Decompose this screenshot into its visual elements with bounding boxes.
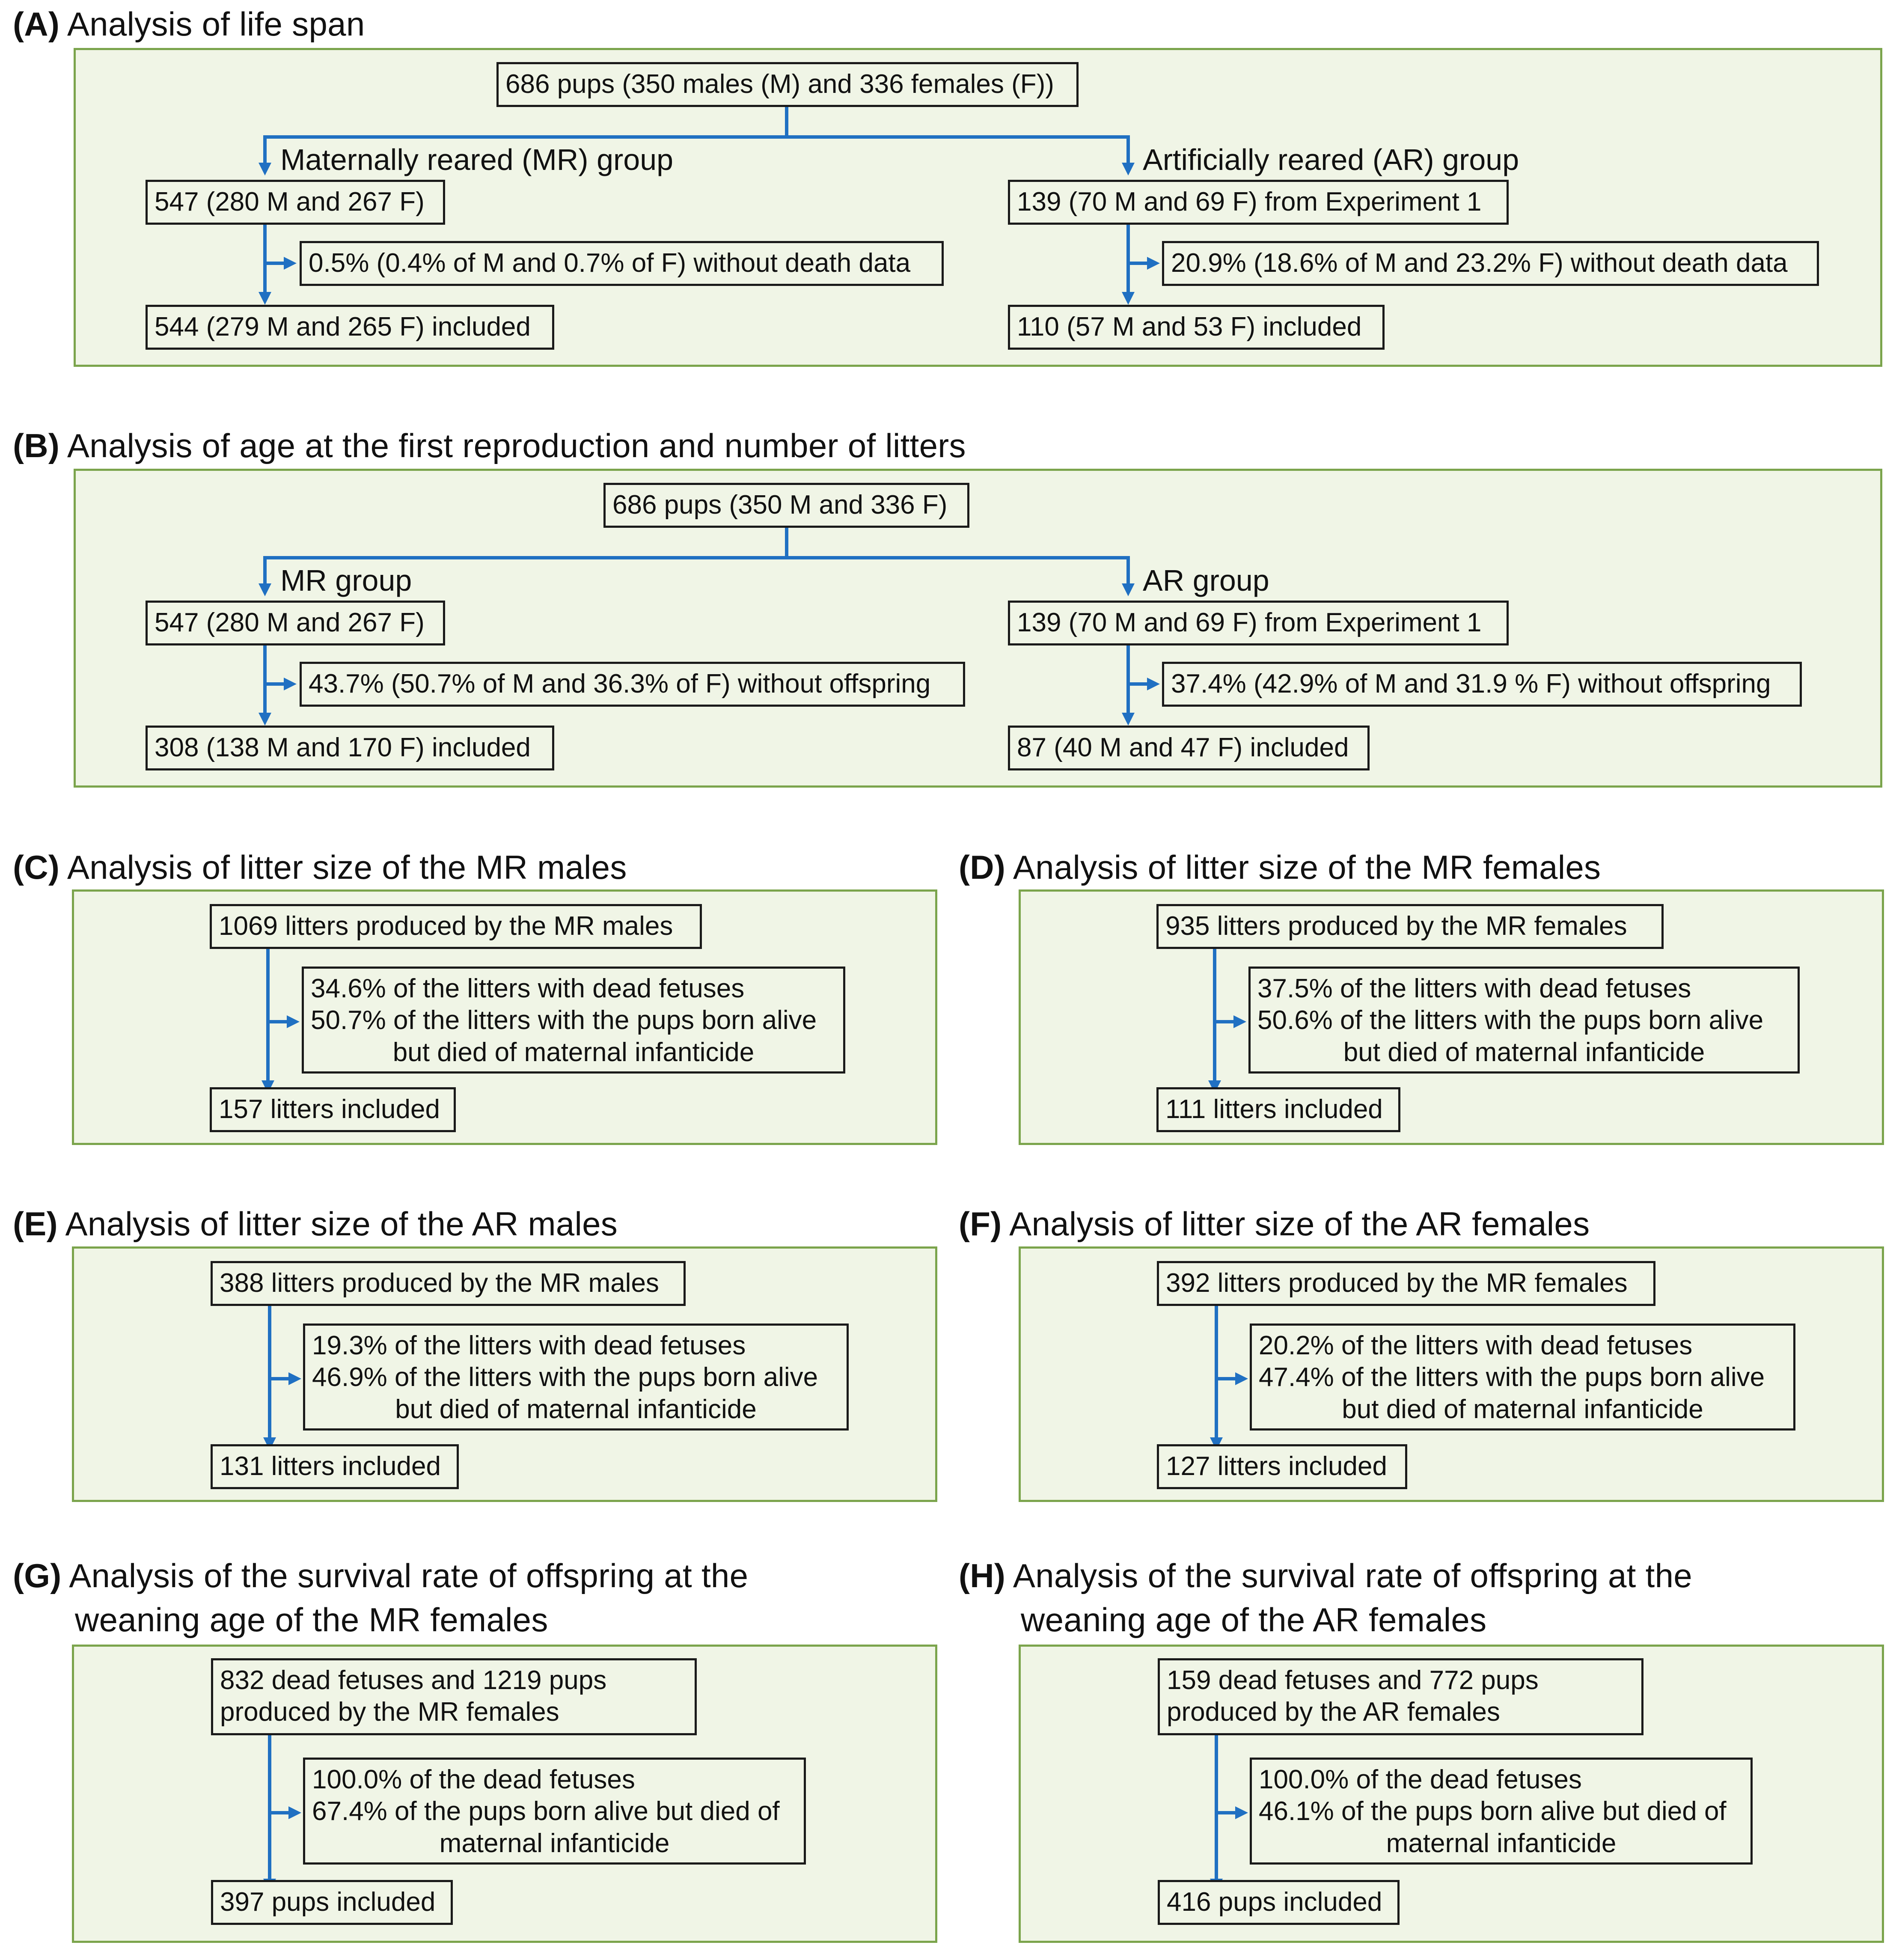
panel-g-excl-line1: 100.0% of the dead fetuses	[312, 1765, 635, 1794]
panel-h-top-line1: 159 dead fetuses and 772 pups	[1167, 1666, 1539, 1695]
panel-g-flow-line	[268, 1735, 271, 1880]
panel-g-excl-branch	[268, 1811, 289, 1814]
panel-d-excl-line2: 50.6% of the litters with the pups born alive	[1257, 1005, 1764, 1035]
panel-h-excl-arrowhead	[1235, 1806, 1248, 1819]
panel-e-excl-branch	[268, 1377, 289, 1380]
panel-a-ar-flow-arrowhead	[1122, 292, 1135, 305]
panel-a-mr-drop	[263, 135, 267, 164]
panel-g-title-text2: weaning age of the MR females	[75, 1600, 548, 1639]
panel-a-mr-flow-arrowhead	[259, 292, 271, 305]
panel-f-excl-line2: 47.4% of the litters with the pups born alive	[1259, 1362, 1765, 1392]
panel-f-incl-box: 127 litters included	[1157, 1444, 1407, 1489]
panel-e-excl-line2: 46.9% of the litters with the pups born alive	[312, 1362, 818, 1392]
panel-b-top-box: 686 pups (350 M and 336 F)	[603, 483, 969, 528]
panel-b-ar-flow-line	[1126, 645, 1130, 714]
panel-h-excl-line3: maternal infanticide	[1386, 1828, 1617, 1858]
panel-h-incl-box: 416 pups included	[1158, 1880, 1400, 1925]
panel-a-ar-drop	[1126, 135, 1130, 164]
panel-b-ar-incl-box: 87 (40 M and 47 F) included	[1008, 726, 1370, 770]
panel-c-title	[13, 845, 627, 889]
panel-d-excl-line3: but died of maternal infanticide	[1343, 1037, 1705, 1067]
panel-e-incl-box: 131 litters included	[211, 1444, 459, 1489]
panel-a-ar-flow-line	[1126, 225, 1130, 293]
panel-a-title	[13, 2, 365, 46]
panel-h-title	[959, 1554, 1692, 1642]
panel-e-excl-line3: but died of maternal infanticide	[395, 1394, 757, 1424]
panel-a-ar-excl-branch	[1126, 262, 1148, 265]
panel-c-flow-line	[266, 949, 270, 1082]
panel-a-mr-excl-branch	[263, 262, 285, 265]
panel-e-excl-line1: 19.3% of the litters with dead fetuses	[312, 1331, 746, 1360]
panel-d-title	[959, 845, 1601, 889]
panel-d-letter: (D)	[959, 848, 1006, 886]
panel-a-title-text: Analysis of life span	[67, 5, 365, 43]
panel-h-top-line2: produced by the AR females	[1167, 1697, 1500, 1727]
panel-a-mr-start-box: 547 (280 M and 267 F)	[146, 180, 445, 225]
panel-c-excl-line2: 50.7% of the litters with the pups born alive	[311, 1005, 817, 1035]
panel-f-top-box: 392 litters produced by the MR females	[1157, 1261, 1655, 1306]
panel-b-split-stem	[785, 528, 788, 558]
panel-d-title-text: Analysis of litter size of the MR females	[1013, 848, 1601, 886]
panel-d-excl-line1: 37.5% of the litters with dead fetuses	[1257, 974, 1691, 1003]
panel-g-title-line1	[13, 1554, 748, 1598]
panel-h-top-box	[1158, 1658, 1643, 1735]
panel-f-title-text: Analysis of litter size of the AR females	[1009, 1205, 1590, 1243]
panel-b-ar-arrowhead	[1122, 583, 1135, 596]
panel-h-title-text1: Analysis of the survival rate of offspring at the	[1013, 1557, 1692, 1594]
panel-g-top-line1: 832 dead fetuses and 1219 pups	[220, 1666, 607, 1695]
panel-b-mr-drop	[263, 556, 267, 585]
panel-a-mr-flow-line	[263, 225, 267, 293]
panel-b-mr-group-label: MR group	[280, 564, 412, 597]
panel-f-excl-box	[1250, 1324, 1795, 1431]
panel-d-excl-box	[1248, 967, 1800, 1074]
panel-a-ar-excl-arrowhead	[1147, 257, 1160, 270]
panel-a-ar-excl-box: 20.9% (18.6% of M and 23.2% F) without death data	[1162, 241, 1819, 286]
panel-c-excl-arrowhead	[287, 1015, 300, 1028]
panel-b-ar-drop	[1126, 556, 1130, 585]
panel-c-top-box: 1069 litters produced by the MR males	[210, 904, 702, 949]
panel-f-title	[959, 1202, 1590, 1246]
panel-b-mr-excl-box: 43.7% (50.7% of M and 36.3% of F) without offspring	[300, 662, 965, 707]
panel-b-ar-start-box: 139 (70 M and 69 F) from Experiment 1	[1008, 601, 1509, 645]
panel-g-top-box	[211, 1658, 697, 1735]
panel-b-ar-excl-box: 37.4% (42.9% of M and 31.9 % F) without offspring	[1162, 662, 1802, 707]
panel-e-letter: (E)	[13, 1205, 58, 1243]
panel-h-excl-box	[1250, 1758, 1753, 1865]
panel-c-excl-line3: but died of maternal infanticide	[392, 1037, 755, 1067]
panel-a-mr-incl-box: 544 (279 M and 265 F) included	[146, 305, 554, 350]
panel-b-ar-excl-branch	[1126, 682, 1148, 686]
panel-d-incl-box: 111 litters included	[1156, 1087, 1400, 1132]
panel-f-excl-line1: 20.2% of the litters with dead fetuses	[1259, 1331, 1693, 1360]
panel-c-excl-line1: 34.6% of the litters with dead fetuses	[311, 974, 745, 1003]
panel-e-title	[13, 1202, 618, 1246]
panel-a-ar-incl-box: 110 (57 M and 53 F) included	[1008, 305, 1385, 350]
panel-e-excl-box	[303, 1324, 849, 1431]
panel-g-title-text1: Analysis of the survival rate of offspring at the	[69, 1557, 749, 1594]
panel-a-ar-arrowhead	[1122, 163, 1135, 175]
panel-c-excl-box	[302, 967, 845, 1074]
panel-h-letter: (H)	[959, 1557, 1006, 1594]
panel-f-excl-line3: but died of maternal infanticide	[1342, 1394, 1703, 1424]
panel-g-top-line2: produced by the MR females	[220, 1697, 559, 1727]
panel-a-mr-group-label: Maternally reared (MR) group	[280, 143, 674, 176]
panel-h-excl-line2: 46.1% of the pups born alive but died of	[1259, 1796, 1727, 1826]
panel-h-excl-branch	[1215, 1811, 1236, 1814]
panel-a-split-bar	[263, 135, 1130, 139]
panel-g-excl-arrowhead	[288, 1806, 301, 1819]
panel-d-excl-arrowhead	[1233, 1015, 1246, 1028]
panel-b-split-bar	[263, 556, 1130, 559]
panel-d-excl-branch	[1213, 1020, 1234, 1023]
panel-a-mr-excl-box: 0.5% (0.4% of M and 0.7% of F) without death data	[300, 241, 944, 286]
panel-b-mr-incl-box: 308 (138 M and 170 F) included	[146, 726, 554, 770]
panel-h-title-text2: weaning age of the AR females	[1021, 1600, 1487, 1639]
panel-a-top-box: 686 pups (350 males (M) and 336 females (F))	[496, 62, 1079, 107]
panel-b-ar-excl-arrowhead	[1147, 678, 1160, 690]
panel-f-excl-branch	[1215, 1377, 1236, 1380]
panel-d-flow-line	[1213, 949, 1216, 1082]
panel-g-letter: (G)	[13, 1557, 62, 1594]
panel-a-split-stem	[785, 107, 788, 137]
panel-e-flow-line	[268, 1306, 271, 1439]
panel-b-mr-excl-arrowhead	[284, 678, 297, 690]
panel-e-excl-arrowhead	[288, 1372, 301, 1385]
panel-b-ar-flow-arrowhead	[1122, 713, 1135, 726]
panel-h-flow-line	[1215, 1735, 1218, 1880]
panel-f-excl-arrowhead	[1235, 1372, 1248, 1385]
panel-h-excl-line1: 100.0% of the dead fetuses	[1259, 1765, 1582, 1794]
panel-a-ar-group-label: Artificially reared (AR) group	[1143, 143, 1519, 176]
panel-c-letter: (C)	[13, 848, 60, 886]
panel-g-excl-line3: maternal infanticide	[439, 1828, 670, 1858]
panel-g-incl-box: 397 pups included	[211, 1880, 453, 1925]
panel-b-mr-flow-line	[263, 645, 267, 714]
panel-b-title-text: Analysis of age at the first reproduction and number of litters	[67, 427, 966, 464]
panel-g-excl-line2: 67.4% of the pups born alive but died of	[312, 1796, 780, 1826]
panel-h-title-line1	[959, 1554, 1692, 1598]
panel-g-excl-box	[303, 1758, 806, 1865]
panel-d-top-box: 935 litters produced by the MR females	[1156, 904, 1664, 949]
panel-c-incl-box: 157 litters included	[210, 1087, 456, 1132]
panel-f-flow-line	[1215, 1306, 1218, 1439]
panel-b-title	[13, 424, 966, 468]
panel-b-mr-arrowhead	[259, 583, 271, 596]
panel-c-title-text: Analysis of litter size of the MR males	[67, 848, 627, 886]
panel-b-ar-group-label: AR group	[1143, 564, 1269, 597]
panel-a-letter: (A)	[13, 5, 60, 43]
panel-f-letter: (F)	[959, 1205, 1002, 1243]
panel-a-mr-excl-arrowhead	[284, 257, 297, 270]
panel-b-letter: (B)	[13, 427, 60, 464]
panel-g-title	[13, 1554, 748, 1642]
panel-a-ar-start-box: 139 (70 M and 69 F) from Experiment 1	[1008, 180, 1509, 225]
panel-e-title-text: Analysis of litter size of the AR males	[65, 1205, 618, 1243]
panel-b-mr-excl-branch	[263, 682, 285, 686]
panel-b-mr-flow-arrowhead	[259, 713, 271, 726]
panel-c-excl-branch	[266, 1020, 288, 1023]
panel-a-mr-arrowhead	[259, 163, 271, 175]
panel-e-top-box: 388 litters produced by the MR males	[211, 1261, 686, 1306]
panel-b-mr-start-box: 547 (280 M and 267 F)	[146, 601, 445, 645]
